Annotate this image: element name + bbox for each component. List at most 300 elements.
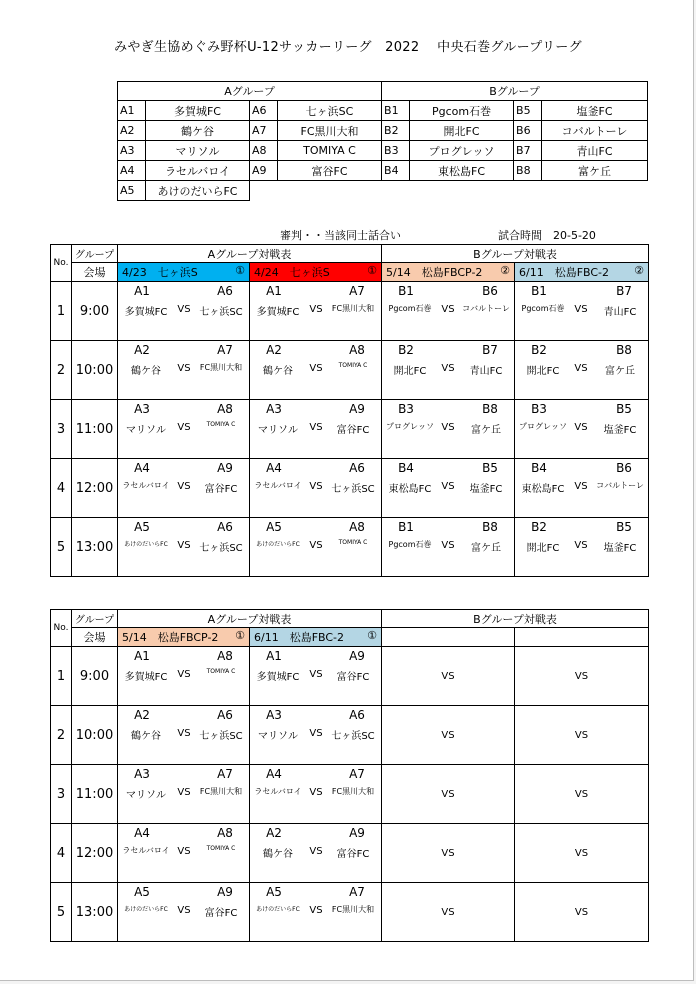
away-team-code: A9 bbox=[217, 461, 233, 475]
match-cell-empty bbox=[515, 883, 649, 942]
away-team-code: B5 bbox=[482, 461, 498, 475]
match bbox=[515, 341, 648, 399]
venue-column-header: 会場 bbox=[72, 263, 118, 282]
match-cell-empty bbox=[382, 706, 515, 765]
versus-label: VS bbox=[574, 363, 588, 374]
pitch-number: ① bbox=[367, 264, 377, 277]
home-team-name: マリソル bbox=[126, 425, 166, 436]
home-team-name: 多賀城FC bbox=[256, 672, 300, 683]
versus-label: VS bbox=[441, 304, 455, 315]
home-team-code: A4 bbox=[266, 461, 282, 475]
away-team-name: 塩釜FC bbox=[603, 543, 637, 554]
no-header: No. bbox=[51, 610, 72, 647]
versus-label: VS bbox=[177, 422, 191, 433]
pitch-number: ② bbox=[634, 264, 645, 277]
team-code: B4 bbox=[382, 161, 410, 181]
match-cell-empty bbox=[515, 765, 649, 824]
match-cell bbox=[250, 282, 382, 341]
team-name: ラセルバロイ bbox=[146, 161, 250, 181]
round-number: 5 bbox=[51, 518, 72, 577]
match-cell-empty bbox=[382, 647, 515, 706]
away-team-code: A7 bbox=[349, 284, 365, 298]
team-name: 鶴ケ谷 bbox=[146, 121, 250, 141]
match bbox=[250, 765, 381, 823]
team-name: FC黒川大和 bbox=[278, 121, 382, 141]
match-cell-empty bbox=[382, 824, 515, 883]
team-code: A5 bbox=[118, 181, 146, 201]
round-number: 4 bbox=[51, 824, 72, 883]
versus-label: VS bbox=[177, 846, 191, 857]
versus-label: VS bbox=[574, 540, 588, 551]
match-cell bbox=[118, 765, 250, 824]
versus-label: VS bbox=[441, 363, 455, 374]
away-team-name: 塩釜FC bbox=[469, 484, 503, 495]
home-team-code: A4 bbox=[134, 826, 150, 840]
versus-label: VS bbox=[177, 304, 191, 315]
versus-label: VS bbox=[574, 848, 589, 859]
away-team-name: 塩釜FC bbox=[603, 425, 637, 436]
home-team-name: 多賀城FC bbox=[256, 307, 300, 318]
match-cell bbox=[382, 459, 515, 518]
home-team-code: A4 bbox=[266, 767, 282, 781]
team-code: A8 bbox=[250, 141, 278, 161]
team-name: TOMIYA C bbox=[278, 141, 382, 161]
versus-label: VS bbox=[309, 422, 323, 433]
venue-label: 6/11 松島FBC-2 bbox=[519, 266, 610, 279]
away-team-code: B5 bbox=[616, 402, 632, 416]
versus-label: VS bbox=[309, 304, 323, 315]
away-team-name: 富ケ丘 bbox=[471, 425, 501, 436]
match-cell bbox=[250, 706, 382, 765]
home-team-name: あけのだいらFC bbox=[256, 906, 300, 913]
away-team-code: A7 bbox=[217, 767, 233, 781]
home-team-name: マリソル bbox=[258, 731, 298, 742]
match bbox=[118, 459, 249, 517]
no-header: No. bbox=[51, 245, 72, 282]
match bbox=[250, 400, 381, 458]
schedule-row bbox=[51, 459, 649, 518]
match-cell bbox=[118, 706, 250, 765]
match bbox=[118, 282, 249, 340]
versus-label: VS bbox=[441, 422, 455, 433]
match bbox=[515, 282, 648, 340]
kickoff-time: 11:00 bbox=[72, 400, 118, 459]
away-team-code: B7 bbox=[482, 343, 498, 357]
versus-label: VS bbox=[309, 905, 323, 916]
versus-label: VS bbox=[574, 730, 589, 741]
group-b-header: Bグループ bbox=[382, 82, 648, 101]
versus-label: VS bbox=[309, 846, 323, 857]
schedule-table-2 bbox=[50, 609, 649, 942]
home-team-code: A2 bbox=[134, 343, 150, 357]
venue-label: 4/23 七ヶ浜S bbox=[122, 266, 198, 279]
home-team-code: A3 bbox=[266, 402, 282, 416]
match bbox=[250, 883, 381, 941]
versus-label: VS bbox=[574, 907, 589, 918]
venue-label: 5/14 松島FBCP-2 bbox=[386, 266, 483, 279]
versus-label: VS bbox=[177, 540, 191, 551]
match-cell bbox=[515, 282, 649, 341]
home-team-name: 開北FC bbox=[393, 366, 427, 377]
group-a-schedule-title: Aグループ対戦表 bbox=[118, 610, 382, 628]
round-number: 1 bbox=[51, 282, 72, 341]
kickoff-time: 12:00 bbox=[72, 824, 118, 883]
away-team-name: FC黒川大和 bbox=[331, 304, 375, 313]
match-cell bbox=[515, 518, 649, 577]
versus-label: VS bbox=[574, 671, 589, 682]
match-cell bbox=[118, 518, 250, 577]
schedule-row bbox=[51, 883, 649, 942]
home-team-code: A2 bbox=[134, 708, 150, 722]
away-team-name: FC黒川大和 bbox=[331, 905, 375, 914]
group-roster-table bbox=[117, 81, 648, 201]
team-code: B8 bbox=[514, 161, 542, 181]
round-number: 1 bbox=[51, 647, 72, 706]
team-name: マリソル bbox=[146, 141, 250, 161]
match bbox=[250, 706, 381, 764]
home-team-name: マリソル bbox=[126, 790, 166, 801]
away-team-name: FC黒川大和 bbox=[199, 787, 243, 796]
versus-label: VS bbox=[177, 481, 191, 492]
match-cell bbox=[250, 824, 382, 883]
match bbox=[118, 647, 249, 705]
home-team-name: ラセルバロイ bbox=[254, 481, 302, 490]
away-team-code: A6 bbox=[349, 461, 365, 475]
group-a-header: Aグループ bbox=[118, 82, 382, 101]
away-team-name: TOMIYA C bbox=[338, 362, 368, 369]
away-team-name: 富ケ丘 bbox=[471, 543, 501, 554]
match-cell bbox=[382, 400, 515, 459]
away-team-code: A8 bbox=[217, 402, 233, 416]
versus-label: VS bbox=[177, 787, 191, 798]
away-team-name: 青山FC bbox=[469, 366, 503, 377]
away-team-name: 七ヶ浜SC bbox=[331, 731, 375, 742]
away-team-name: 富谷FC bbox=[204, 484, 238, 495]
away-team-code: A8 bbox=[349, 343, 365, 357]
schedule-row bbox=[51, 706, 649, 765]
home-team-code: A2 bbox=[266, 343, 282, 357]
home-team-code: B2 bbox=[398, 343, 414, 357]
home-team-name: プログレッソ bbox=[386, 422, 434, 431]
team-code: A1 bbox=[118, 101, 146, 121]
home-team-name: 多賀城FC bbox=[124, 307, 168, 318]
home-team-code: B2 bbox=[531, 520, 547, 534]
away-team-code: A6 bbox=[217, 284, 233, 298]
versus-label: VS bbox=[574, 789, 589, 800]
match bbox=[118, 518, 249, 576]
venue-cell-empty bbox=[515, 628, 649, 647]
pitch-number: ① bbox=[367, 629, 377, 642]
pitch-number: ② bbox=[500, 264, 510, 277]
away-team-code: B5 bbox=[616, 520, 632, 534]
home-team-code: A1 bbox=[134, 284, 150, 298]
roster-row bbox=[118, 141, 648, 161]
versus-label: VS bbox=[441, 481, 455, 492]
versus-label: VS bbox=[309, 728, 323, 739]
away-team-code: A8 bbox=[349, 520, 365, 534]
home-team-name: 開北FC bbox=[526, 366, 560, 377]
home-team-code: B1 bbox=[398, 284, 414, 298]
match bbox=[118, 765, 249, 823]
venue-cell bbox=[382, 263, 515, 282]
away-team-code: A6 bbox=[217, 708, 233, 722]
match bbox=[118, 706, 249, 764]
team-name: プログレッソ bbox=[410, 141, 514, 161]
away-team-name: FC黒川大和 bbox=[199, 363, 243, 372]
match bbox=[382, 518, 514, 576]
team-code: B1 bbox=[382, 101, 410, 121]
match-cell bbox=[118, 282, 250, 341]
kickoff-time: 10:00 bbox=[72, 341, 118, 400]
match-cell-empty bbox=[515, 647, 649, 706]
away-team-name: TOMIYA C bbox=[206, 845, 236, 852]
home-team-code: A3 bbox=[266, 708, 282, 722]
away-team-code: B8 bbox=[482, 520, 498, 534]
roster-row bbox=[118, 121, 648, 141]
match-cell bbox=[382, 282, 515, 341]
home-team-code: A2 bbox=[266, 826, 282, 840]
away-team-code: B8 bbox=[482, 402, 498, 416]
versus-label: VS bbox=[441, 789, 455, 800]
venue-cell bbox=[118, 628, 250, 647]
group-column-header: グループ bbox=[72, 245, 118, 263]
home-team-name: マリソル bbox=[258, 425, 298, 436]
home-team-code: A1 bbox=[266, 649, 282, 663]
match bbox=[515, 518, 648, 576]
team-code: A4 bbox=[118, 161, 146, 181]
match-cell bbox=[250, 765, 382, 824]
match bbox=[250, 647, 381, 705]
away-team-name: コバルトーレ bbox=[596, 481, 644, 490]
away-team-name: コバルトーレ bbox=[462, 304, 510, 313]
team-name: 開北FC bbox=[410, 121, 514, 141]
home-team-code: B3 bbox=[398, 402, 414, 416]
home-team-name: 東松島FC bbox=[388, 484, 432, 495]
away-team-code: B7 bbox=[616, 284, 632, 298]
away-team-name: 富谷FC bbox=[204, 908, 238, 919]
versus-label: VS bbox=[441, 671, 455, 682]
away-team-code: A9 bbox=[349, 402, 365, 416]
match bbox=[382, 400, 514, 458]
page-title: みやぎ生協めぐみ野杯U-12サッカーリーグ 2022 中央石巻グループリーグ bbox=[114, 40, 582, 55]
away-team-code: A9 bbox=[349, 826, 365, 840]
away-team-code: A9 bbox=[349, 649, 365, 663]
versus-label: VS bbox=[441, 730, 455, 741]
venue-cell bbox=[250, 628, 382, 647]
away-team-code: A6 bbox=[349, 708, 365, 722]
match-cell bbox=[118, 883, 250, 942]
match-cell bbox=[118, 400, 250, 459]
versus-label: VS bbox=[309, 363, 323, 374]
match-cell-empty bbox=[382, 883, 515, 942]
away-team-name: 青山FC bbox=[603, 307, 637, 318]
group-b-schedule-title: Bグループ対戦表 bbox=[382, 245, 649, 263]
venue-label: 6/11 松島FBC-2 bbox=[254, 631, 345, 644]
kickoff-time: 13:00 bbox=[72, 883, 118, 942]
versus-label: VS bbox=[309, 481, 323, 492]
match bbox=[515, 400, 648, 458]
round-number: 2 bbox=[51, 341, 72, 400]
match bbox=[250, 459, 381, 517]
home-team-name: 鶴ケ谷 bbox=[263, 366, 293, 377]
kickoff-time: 12:00 bbox=[72, 459, 118, 518]
schedule-table-1 bbox=[50, 244, 649, 577]
roster-row bbox=[118, 101, 648, 121]
venue-column-header: 会場 bbox=[72, 628, 118, 647]
away-team-code: A8 bbox=[217, 649, 233, 663]
pitch-number: ① bbox=[235, 629, 245, 642]
versus-label: VS bbox=[441, 540, 455, 551]
match-cell bbox=[250, 459, 382, 518]
venue-cell bbox=[118, 263, 250, 282]
away-team-name: 富ケ丘 bbox=[605, 366, 636, 377]
venue-cell-empty bbox=[382, 628, 515, 647]
home-team-name: 鶴ケ谷 bbox=[131, 366, 161, 377]
match-cell bbox=[250, 341, 382, 400]
away-team-name: 七ヶ浜SC bbox=[331, 484, 375, 495]
match-cell bbox=[118, 824, 250, 883]
home-team-code: B2 bbox=[531, 343, 547, 357]
team-name: 富ケ丘 bbox=[542, 161, 648, 181]
pitch-number: ① bbox=[235, 264, 245, 277]
away-team-code: A7 bbox=[217, 343, 233, 357]
home-team-name: Pgcom石巻 bbox=[388, 304, 432, 313]
team-code: B2 bbox=[382, 121, 410, 141]
home-team-code: A5 bbox=[134, 885, 150, 899]
schedule-row bbox=[51, 518, 649, 577]
team-code: A7 bbox=[250, 121, 278, 141]
team-name: あけのだいらFC bbox=[146, 181, 250, 201]
match bbox=[515, 459, 648, 517]
match bbox=[250, 518, 381, 576]
kickoff-time: 9:00 bbox=[72, 282, 118, 341]
versus-label: VS bbox=[574, 304, 588, 315]
versus-label: VS bbox=[309, 787, 323, 798]
venue-cell bbox=[250, 263, 382, 282]
round-number: 3 bbox=[51, 765, 72, 824]
team-code: A6 bbox=[250, 101, 278, 121]
match-cell bbox=[250, 883, 382, 942]
away-team-code: B6 bbox=[482, 284, 498, 298]
home-team-code: B3 bbox=[531, 402, 547, 416]
match-cell bbox=[382, 518, 515, 577]
home-team-code: A4 bbox=[134, 461, 150, 475]
team-code: A9 bbox=[250, 161, 278, 181]
match-cell bbox=[382, 341, 515, 400]
match-cell-empty bbox=[515, 824, 649, 883]
venue-label: 4/24 七ヶ浜S bbox=[254, 266, 330, 279]
away-team-name: TOMIYA C bbox=[206, 421, 236, 428]
away-team-name: FC黒川大和 bbox=[331, 787, 375, 796]
match bbox=[382, 459, 514, 517]
team-name: 東松島FC bbox=[410, 161, 514, 181]
team-code: B5 bbox=[514, 101, 542, 121]
versus-label: VS bbox=[309, 540, 323, 551]
home-team-code: A3 bbox=[134, 767, 150, 781]
match bbox=[250, 282, 381, 340]
home-team-code: A3 bbox=[134, 402, 150, 416]
team-name: Pgcom石巻 bbox=[410, 101, 514, 121]
versus-label: VS bbox=[574, 422, 588, 433]
home-team-code: B1 bbox=[398, 520, 414, 534]
kickoff-time: 9:00 bbox=[72, 647, 118, 706]
team-code: A3 bbox=[118, 141, 146, 161]
versus-label: VS bbox=[177, 728, 191, 739]
match-cell-empty bbox=[515, 706, 649, 765]
versus-label: VS bbox=[309, 669, 323, 680]
home-team-name: 鶴ケ谷 bbox=[263, 849, 293, 860]
group-a-schedule-title: Aグループ対戦表 bbox=[118, 245, 382, 263]
away-team-name: 七ヶ浜SC bbox=[199, 307, 243, 318]
home-team-name: あけのだいらFC bbox=[124, 541, 168, 548]
kickoff-time: 10:00 bbox=[72, 706, 118, 765]
home-team-code: A1 bbox=[134, 649, 150, 663]
away-team-code: A8 bbox=[217, 826, 233, 840]
home-team-name: あけのだいらFC bbox=[124, 906, 168, 913]
home-team-name: あけのだいらFC bbox=[256, 541, 300, 548]
home-team-code: B4 bbox=[398, 461, 414, 475]
group-column-header: グループ bbox=[72, 610, 118, 628]
match-cell bbox=[118, 459, 250, 518]
match bbox=[250, 341, 381, 399]
away-team-name: 富谷FC bbox=[336, 849, 370, 860]
away-team-name: 富谷FC bbox=[336, 425, 370, 436]
home-team-name: Pgcom石巻 bbox=[388, 540, 432, 549]
home-team-name: ラセルバロイ bbox=[254, 787, 302, 796]
match bbox=[118, 400, 249, 458]
team-name: 富谷FC bbox=[278, 161, 382, 181]
away-team-code: A9 bbox=[217, 885, 233, 899]
team-code: B3 bbox=[382, 141, 410, 161]
away-team-name: TOMIYA C bbox=[338, 539, 368, 546]
schedule-row bbox=[51, 824, 649, 883]
match bbox=[118, 883, 249, 941]
kickoff-time: 13:00 bbox=[72, 518, 118, 577]
round-number: 3 bbox=[51, 400, 72, 459]
versus-label: VS bbox=[177, 905, 191, 916]
away-team-name: TOMIYA C bbox=[206, 668, 236, 675]
match-cell bbox=[118, 647, 250, 706]
away-team-code: B8 bbox=[616, 343, 632, 357]
home-team-name: ラセルバロイ bbox=[122, 481, 170, 490]
away-team-code: B6 bbox=[616, 461, 632, 475]
match-cell bbox=[250, 400, 382, 459]
home-team-name: 開北FC bbox=[526, 543, 560, 554]
match bbox=[118, 824, 249, 882]
schedule-row bbox=[51, 282, 649, 341]
schedule-row bbox=[51, 647, 649, 706]
home-team-name: Pgcom石巻 bbox=[521, 304, 565, 313]
versus-label: VS bbox=[441, 907, 455, 918]
match-cell bbox=[515, 400, 649, 459]
home-team-code: A1 bbox=[266, 284, 282, 298]
roster-row bbox=[118, 181, 648, 201]
home-team-name: ラセルバロイ bbox=[122, 846, 170, 855]
team-code: B7 bbox=[514, 141, 542, 161]
venue-label: 5/14 松島FBCP-2 bbox=[122, 631, 219, 644]
away-team-code: A6 bbox=[217, 520, 233, 534]
versus-label: VS bbox=[177, 669, 191, 680]
match-cell bbox=[515, 459, 649, 518]
team-name: 青山FC bbox=[542, 141, 648, 161]
match-time-note: 試合時間 20-5-20 bbox=[498, 229, 596, 242]
team-code: A2 bbox=[118, 121, 146, 141]
match-cell bbox=[250, 647, 382, 706]
versus-label: VS bbox=[574, 481, 588, 492]
home-team-name: プログレッソ bbox=[519, 422, 567, 431]
match bbox=[250, 824, 381, 882]
team-name: 七ヶ浜SC bbox=[278, 101, 382, 121]
